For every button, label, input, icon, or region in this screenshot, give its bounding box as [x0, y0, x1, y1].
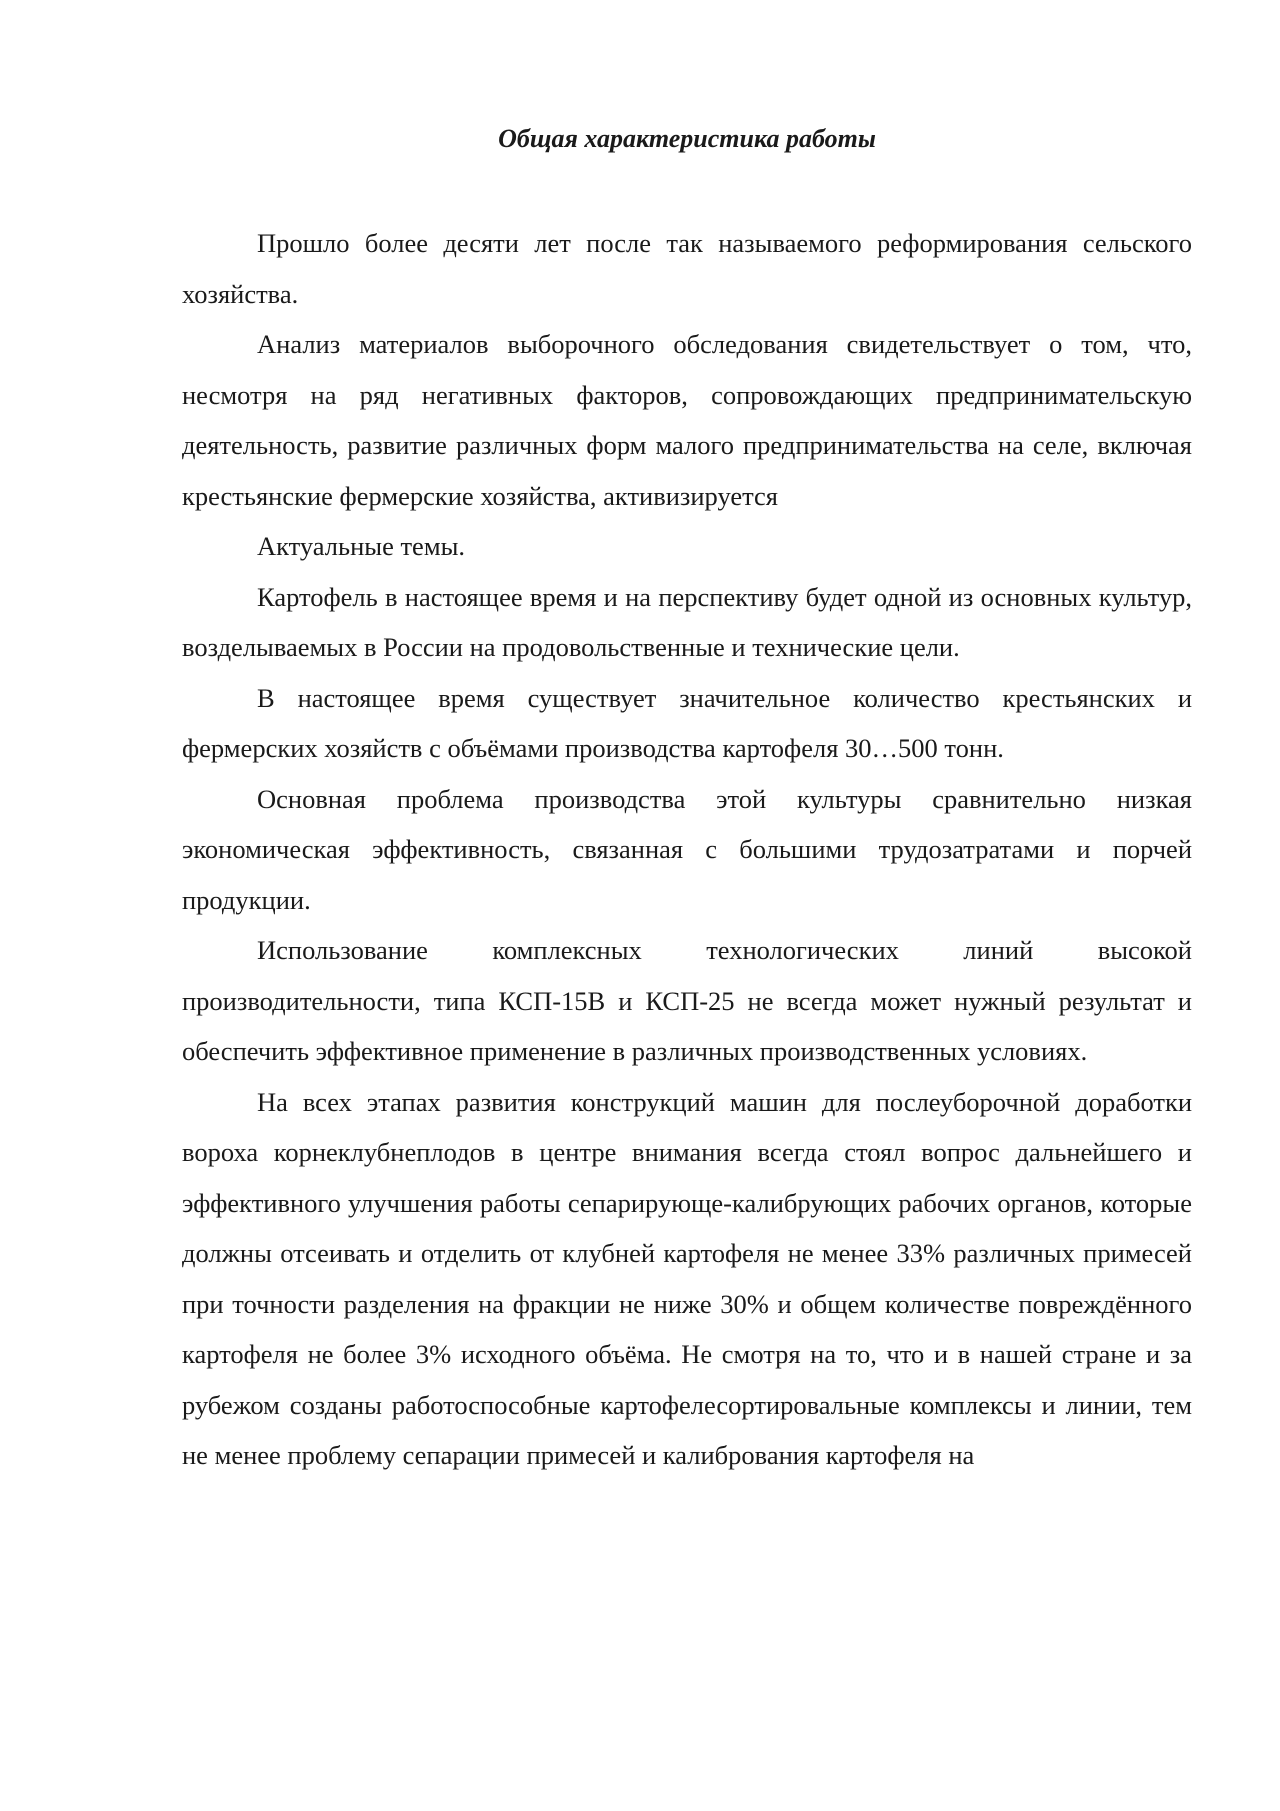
paragraph-4: Картофель в настоящее время и на перспективу будет одной из основных культур, возделываемых в России на продовольственные и технические цели.: [182, 581, 1192, 662]
paragraph-6: Основная проблема производства этой культуры сравнительно низкая экономическая эффективность, связанная с большими трудозатратами и порчей продукции.: [182, 783, 1192, 915]
document-title: Общая характеристика работы: [498, 124, 876, 153]
paragraph-3: Актуальные темы.: [257, 531, 466, 561]
paragraph-7: Использование комплексных технологических линий высокой производительности, типа КСП-15В и КСП-25 не всегда может нужный результат и обеспечить эффективное применение в различных производственных условиях.: [182, 935, 1192, 1066]
paragraph-5: В настоящее время существует значительное количество крестьянских и фермерских хозяйств с объёмами производства картофеля 30…500 тонн.: [182, 682, 1192, 763]
paragraph-8: На всех этапах развития конструкций машин для послеуборочной доработки вороха корнеклубнеплодов в центре внимания всегда стоял вопрос дальнейшего и эффективного улучшения работы сепарирующе-калибрующих рабочих органов, которые должны отсеивать и отделить от клубней картофеля не менее 33% различных примесей при точности разделения на фракции не ниже 30% и общем количестве повреждённого картофеля не более 3% исходного объёма. Не смотря на то, что и в нашей стране и за рубежом созданы работоспособные картофелесортировальные комплексы и линии, тем не менее проблему сепарации примесей и калибрования картофеля на: [182, 1086, 1192, 1470]
document-body: [182, 218, 1192, 1481]
paragraph-1: Прошло более десяти лет после так называемого реформирования сельского хозяйства.: [182, 228, 1192, 309]
paragraph-2: Анализ материалов выборочного обследования свидетельствует о том, что, несмотря на ряд негативных факторов, сопровождающих предпринимательскую деятельность, развитие различных форм малого предпринимательства на селе, включая крестьянские фермерские хозяйства, активизируется: [182, 329, 1192, 511]
